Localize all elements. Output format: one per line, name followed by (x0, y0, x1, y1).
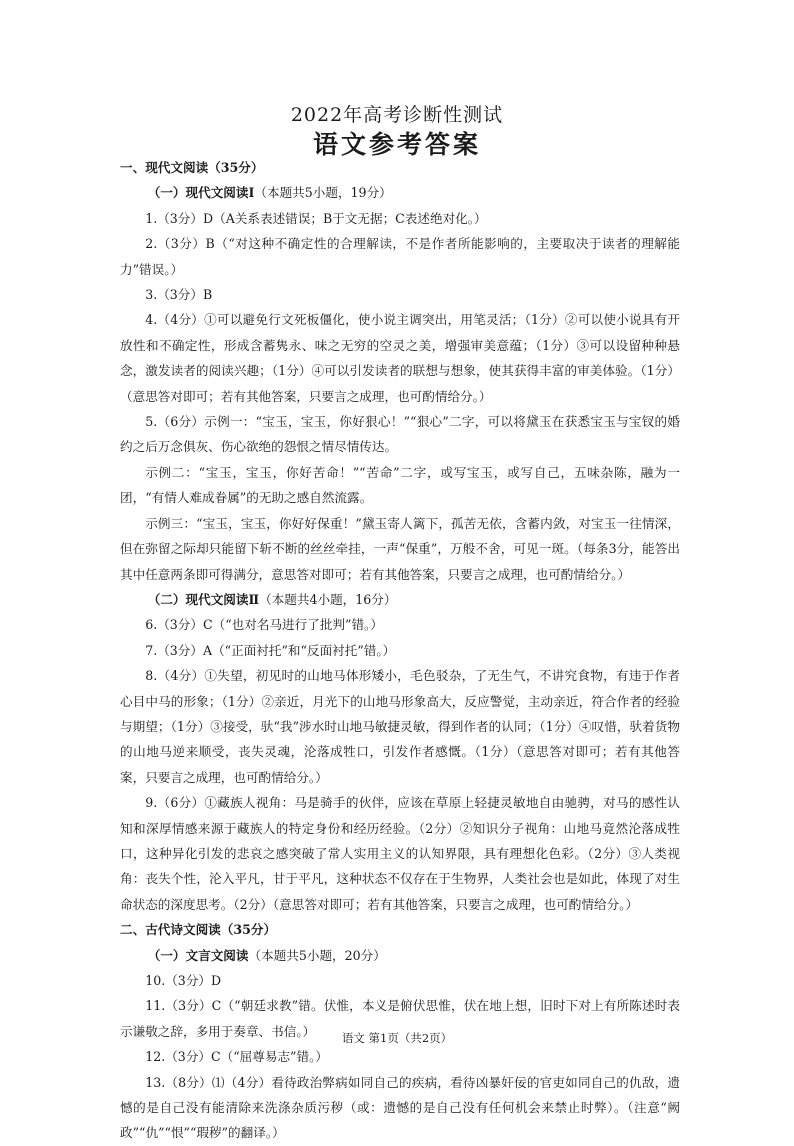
answer-q13: 13.（8分）⑴（4分）看待政治弊病如同自己的疾病，看待凶暴奸佞的官吏如同自己的仇敌，遗憾的是自己没有能清除来洗涤杂质污秽（或：遗憾的是自己没有任何机会来禁止时弊）。（注意“阙政”“仇”“恨”“瑕秽”的翻译。） (120, 1074, 680, 1141)
answer-q5-example-3: 示例三：“宝玉，宝玉，你好好保重！”黛玉寄人篱下，孤苦无依，含蓄内敛，对宝玉一往情深，但在弥留之际却只能留下斩不断的丝丝牵挂，一声“保重”，万般不舍，可见一斑。（每条3分，能答出其中任意两条即可得满分，意思答对即可；若有其他答案，只要言之成理，也可酌情给分。） (120, 515, 680, 582)
subsection-note: （本题共4小题，16分） (259, 591, 397, 607)
answer-q5-example-1: 5.（6分）示例一：“宝玉，宝玉，你好狠心！”“狠心”二字，可以将黛玉在获悉宝玉与宝钗的婚约之后万念俱灰、伤心欲绝的怨恨之情尽情传达。 (120, 414, 680, 455)
document-title: 语文参考答案 (312, 130, 481, 159)
page-footer: 语文 第1页（共2页） (341, 1031, 453, 1045)
subsection-heading-reading-2 (120, 587, 680, 612)
answer-q12: 12.（3分）C（“屈尊易志”错。） (145, 1049, 328, 1065)
section-heading-modern-reading: 一、现代文阅读（35分） (120, 160, 264, 175)
answer-q9: 9.（6分）①藏族人视角：马是骑手的伙伴，应该在草原上轻捷灵敏地自由驰骋，对马的感性认知和深厚情感来源于藏族人的特定身份和经历经验。（2分）②知识分子视角：山地马竟然沦落成牲口，这种异化引发的悲哀之感突破了常人实用主义的认知界限，具有理想化色彩。（2分）③人类视角：丧失个性，沦入平凡，甘于平凡，这种状态不仅存在于生物界，人类社会也是如此，体现了对生命状态的深度思考。（2分）（意思答对即可；若有其他答案，只要言之成理，也可酌情给分。） (120, 795, 680, 912)
answer-q6: 6.（3分）C（“也对名马进行了批判”错。） (145, 617, 383, 633)
answer-q5-example-2: 示例二：“宝玉，宝玉，你好苦命！”“苦命”二字，或写宝玉，或写自己，五味杂陈，融为一团，“有情人难成眷属”的无助之感自然流露。 (120, 464, 680, 506)
answer-q1: 1.（3分）D（A关系表述错误；B于文无据；C表述绝对化。） (145, 210, 487, 226)
subsection-title: （一）现代文阅读Ⅰ (147, 185, 255, 201)
subsection-note: （本题共5小题，20分） (248, 947, 386, 963)
answer-q11: 11.（3分）C（“朝廷求教”错。伏惟，本义是俯伏思惟，伏在地上想，旧时下对上有所陈述时表示谦敬之辞，多用于奏章、书信。） (120, 998, 680, 1039)
answer-content (120, 155, 680, 1146)
answer-q2: 2.（3分）B（“对这种不确定性的合理解读，不是作者所能影响的，主要取决于读者的理解能力”错误。） (120, 236, 680, 277)
exam-title: 2022年高考诊断性测试 (290, 104, 504, 126)
section-heading-classical-reading: 二、古代诗文阅读（35分） (120, 922, 277, 938)
subsection-note: （本题共5小题，19分） (254, 185, 392, 201)
answer-q4: 4.（4分）①可以避免行文死板僵化，使小说主调突出，用笔灵活；（1分）②可以使小说具有开放性和不确定性，形成含蓄隽永、味之无穷的空灵之美，增强审美意蕴；（1分）③可以设留种种悬念，激发读者的阅读兴趣；（1分）④可以引发读者的联想与想象，使其获得丰富的审美体验。（1分）（意思答对即可；若有其他答案，只要言之成理，也可酌情给分。） (120, 312, 680, 404)
subsection-title: （二）现代文阅读Ⅱ (147, 591, 260, 607)
answer-q10: 10.（3分）D (145, 973, 222, 988)
answer-q3: 3.（3分）B (145, 287, 213, 303)
subsection-heading-reading-1 (120, 180, 680, 205)
answer-q8: 8.（4分）①失望，初见时的山地马体形矮小，毛色驳杂，了无生气，不讲究食物，有违于作者心目中马的形象；（1分）②亲近，月光下的山地马形象高大，反应警觉，主动亲近，符合作者的经验与期望；（1分）③接受，驮“我”涉水时山地马敏捷灵敏，得到作者的认同；（1分）④叹惜，驮着货物的山地马逆来顺受，丧失灵魂，沦落成牲口，引发作者感慨。（1分）（意思答对即可；若有其他答案，只要言之成理，也可酌情给分。） (120, 668, 680, 785)
subsection-heading-classical-prose (120, 943, 680, 968)
subsection-title: （一）文言文阅读 (147, 947, 249, 963)
answer-q7: 7.（3分）A（“正面衬托”和“反面衬托”错。） (145, 642, 396, 658)
